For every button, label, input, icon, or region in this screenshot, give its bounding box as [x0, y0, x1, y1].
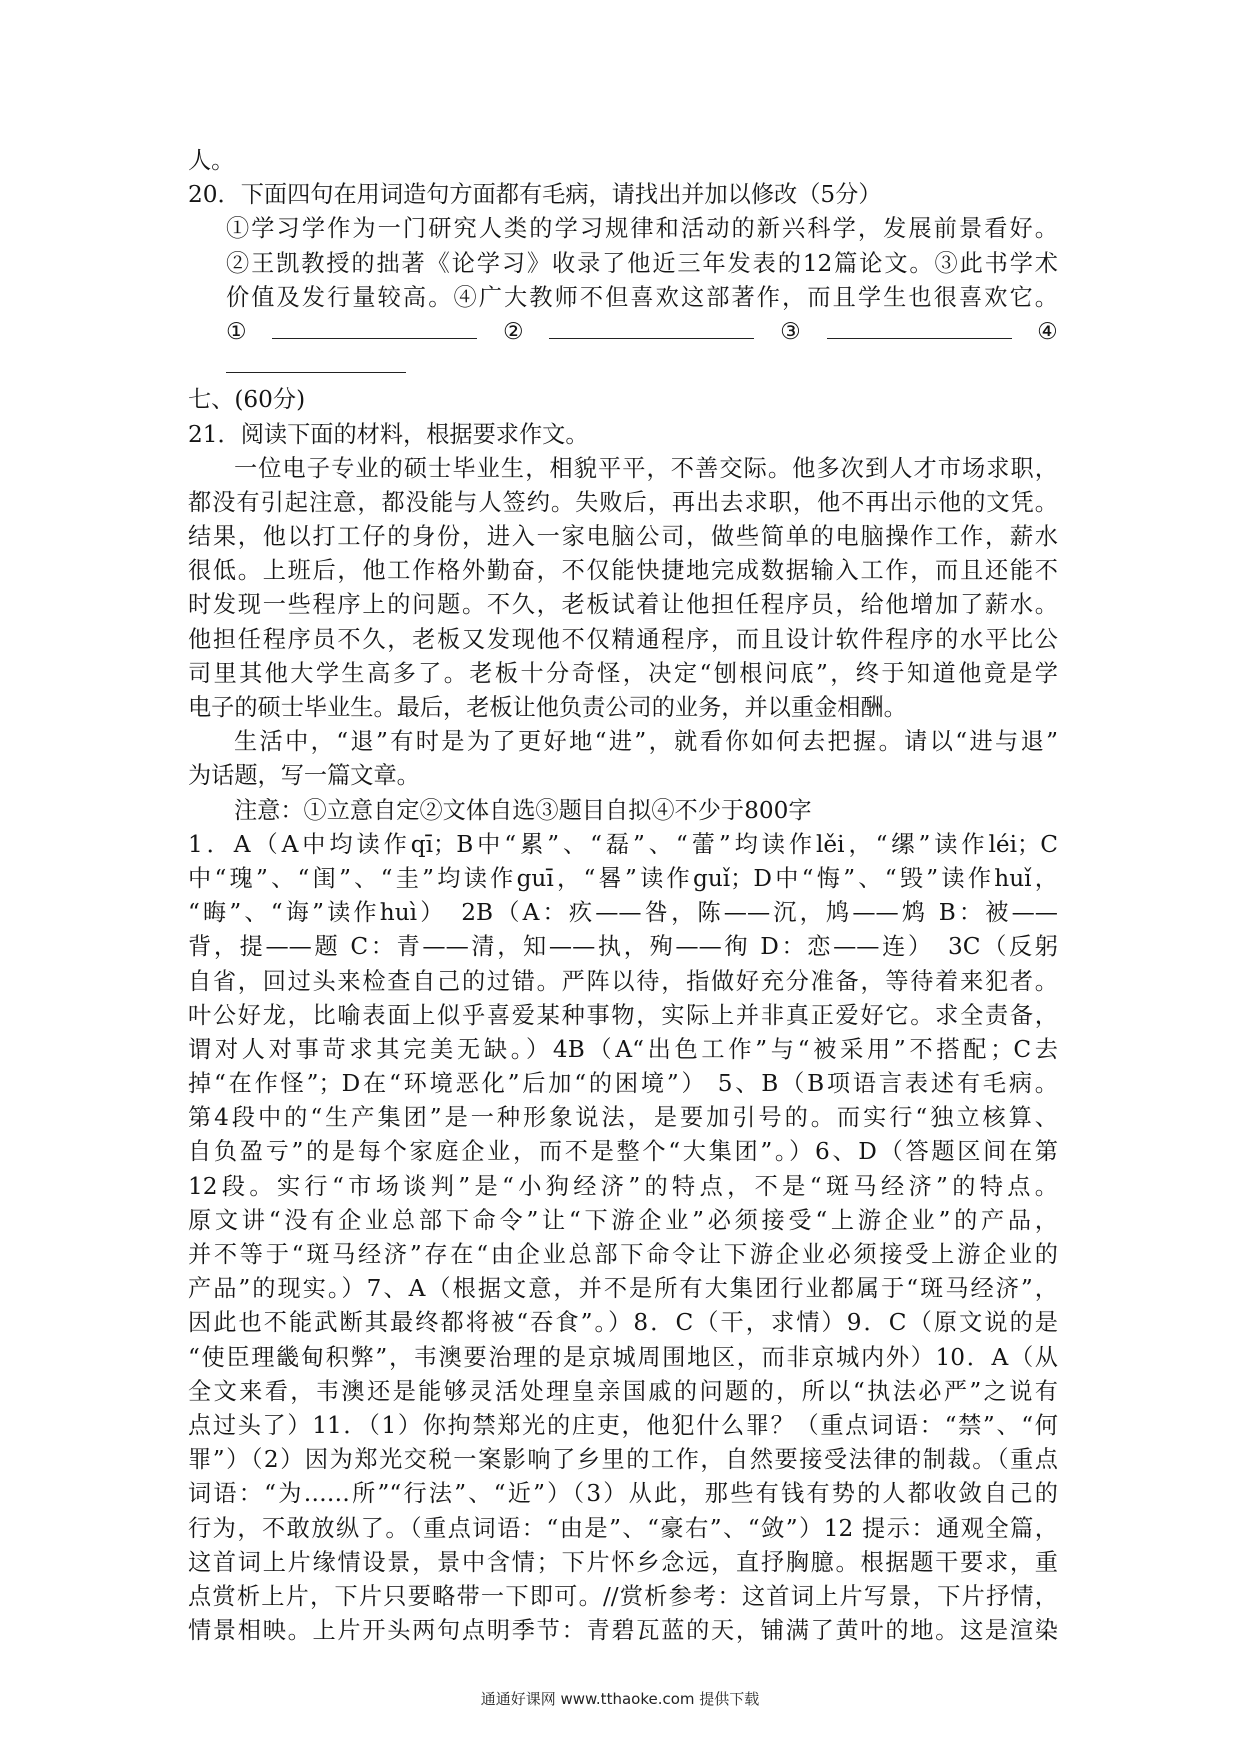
q21-note: 注意：①立意自定②文体自选③题目自拟④不少于800字: [234, 796, 812, 824]
answer-blank-2[interactable]: [549, 318, 754, 339]
answer-line: 第4段中的“生产集团”是一种形象说法，是要加引号的。而实行“独立核算、: [188, 1104, 1058, 1132]
material-line: 一位电子专业的硕士毕业生，相貌平平，不善交际。他多次到人才市场求职，: [234, 454, 1058, 482]
answer-line: 行为，不敢放纵了。（重点词语：“由是”、“豪右”、“敛”）12 提示：通观全篇，: [188, 1514, 1058, 1542]
prompt-line: 为话题，写一篇文章。: [188, 762, 420, 790]
q20-line-1: ①学习学作为一门研究人类的学习规律和活动的新兴科学，发展前景看好。: [226, 215, 1058, 243]
answer-blank-4[interactable]: [226, 352, 406, 373]
q20-line-2: ②王凯教授的拙著《论学习》收录了他近三年发表的12篇论文。③此书学术: [226, 249, 1058, 277]
q20-answer-blank-row-2: [188, 349, 1058, 383]
q21-title: 21．阅读下面的材料，根据要求作文。: [188, 420, 589, 448]
blank-label-3: ③: [780, 317, 801, 345]
blank-label-2: ②: [503, 317, 524, 345]
q21-prompt: [188, 725, 1058, 793]
page-footer: 通通好课网 www.tthaoke.com 提供下载: [480, 1690, 760, 1708]
answer-line: 产品”的现实。）7、A（根据文意，并不是所有大集团行业都属于“斑马经济”，: [188, 1275, 1058, 1303]
answer-line: 这首词上片缘情设景，景中含情；下片怀乡念远，直抒胸臆。根据题干要求，重: [188, 1548, 1058, 1576]
answer-line: 并不等于“斑马经济”存在“由企业总部下命令让下游企业必须接受上游企业的: [188, 1241, 1058, 1268]
answer-line: 中“瑰”、“闺”、“圭”均读作guī，“晷”读作guǐ；D中“悔”、“毁”读作huǐ，: [188, 864, 1058, 892]
answer-blank-1[interactable]: [272, 318, 477, 339]
material-line: 时发现一些程序上的问题。不久，老板试着让他担任程序员，给他增加了薪水。: [188, 591, 1058, 619]
q20-line-3: 价值及发行量较高。④广大教师不但喜欢这部著作，而且学生也很喜欢它。: [226, 283, 1058, 311]
blank-label-1: ①: [226, 317, 247, 345]
top-line: 人。: [188, 147, 235, 174]
q20-title: 20．下面四句在用词造句方面都有毛病，请找出并加以修改（5分）: [188, 181, 882, 209]
material-line: 司里其他大学生高多了。老板十分奇怪，决定“刨根问底”，终于知道他竟是学: [188, 659, 1058, 687]
answer-line: 背，提——题 C：青——清，知——执，殉——徇 D：恋——连） 3C（反躬: [188, 933, 1058, 961]
answer-line: 情景相映。上片开头两句点明季节：青碧瓦蓝的天，铺满了黄叶的地。这是渲染: [188, 1617, 1058, 1645]
answer-line: 叶公好龙，比喻表面上似乎喜爱某种事物，实际上并非真正爱好它。求全责备，: [188, 1001, 1058, 1029]
answer-line: 罪”）（2）因为郑光交税一案影响了乡里的工作，自然要接受法律的制裁。（重点: [188, 1446, 1058, 1474]
answer-line: 全文来看，韦澳还是能够灵活处理皇亲国戚的问题的，所以“执法必严”之说有: [188, 1377, 1058, 1405]
answer-line: 因此也不能武断其最终都将被“吞食”。）8．C（干，求情）9．C（原文说的是: [188, 1309, 1058, 1337]
section-7-title: 七、(60分): [188, 386, 306, 414]
material-line: 他担任程序员不久，老板又发现他不仅精通程序，而且设计软件程序的水平比公: [188, 625, 1058, 653]
answer-line: 谓对人对事苛求其完美无缺。）4B（A“出色工作”与“被采用”不搭配；C去: [188, 1035, 1058, 1063]
prompt-line: 生活中，“退”有时是为了更好地“进”，就看你如何去把握。请以“进与退”: [234, 728, 1058, 756]
blank-label-4: ④: [1037, 317, 1058, 345]
answer-line: 点赏析上片，下片只要略带一下即可。//赏析参考：这首词上片写景，下片抒情，: [188, 1582, 1058, 1610]
answer-line: “使臣理畿甸积弊”，韦澳要治理的是京城周围地区，而非京城内外）10．A（从: [188, 1343, 1058, 1371]
answer-line: 12段。实行“市场谈判”是“小狗经济”的特点，不是“斑马经济”的特点。: [188, 1172, 1058, 1200]
material-line: 都没有引起注意，都没能与人签约。失败后，再出去求职，他不再出示他的文凭。: [188, 488, 1058, 516]
material-line: 电子的硕士毕业生。最后，老板让他负责公司的业务，并以重金相酬。: [188, 694, 907, 721]
answer-line: 点过头了）11．（1）你拘禁郑光的庄吏，他犯什么罪？（重点词语：“禁”、“何: [188, 1411, 1058, 1439]
answer-blank-3[interactable]: [827, 318, 1012, 339]
answer-line: 自省，回过头来检查自己的过错。严阵以待，指做好充分准备，等待着来犯者。: [188, 967, 1058, 995]
material-line: 结果，他以打工仔的身份，进入一家电脑公司，做些简单的电脑操作工作，薪水: [188, 523, 1058, 551]
q20-answer-blanks: [188, 315, 1058, 349]
answer-line: 原文讲“没有企业总部下命令”让“下游企业”必须接受“上游企业”的产品，: [188, 1206, 1058, 1234]
answer-line: “晦”、“诲”读作huì） 2B（A：疚——咎，陈——沉，鸠——鸩 B：被——: [188, 899, 1058, 927]
answer-line: 词语：“为……所”“行法”、“近”）（3）从此，那些有钱有势的人都收敛自己的: [188, 1480, 1058, 1508]
material-line: 很低。上班后，他工作格外勤奋，不仅能快捷地完成数据输入工作，而且还能不: [188, 557, 1058, 585]
answer-key: [188, 828, 1058, 1649]
q21-material: [188, 452, 1058, 726]
document-page: [188, 144, 1058, 1648]
answer-line: 1．A（A中均读作qī；B中“累”、“磊”、“蕾”均读作lěi，“缧”读作léi；C: [188, 830, 1058, 858]
answer-line: 掉“在作怪”；D在“环境恶化”后加“的困境”） 5、B（B项语言表述有毛病。: [188, 1070, 1058, 1098]
answer-line: 自负盈亏”的是每个家庭企业，而不是整个“大集团”。）6、D（答题区间在第: [188, 1138, 1058, 1166]
